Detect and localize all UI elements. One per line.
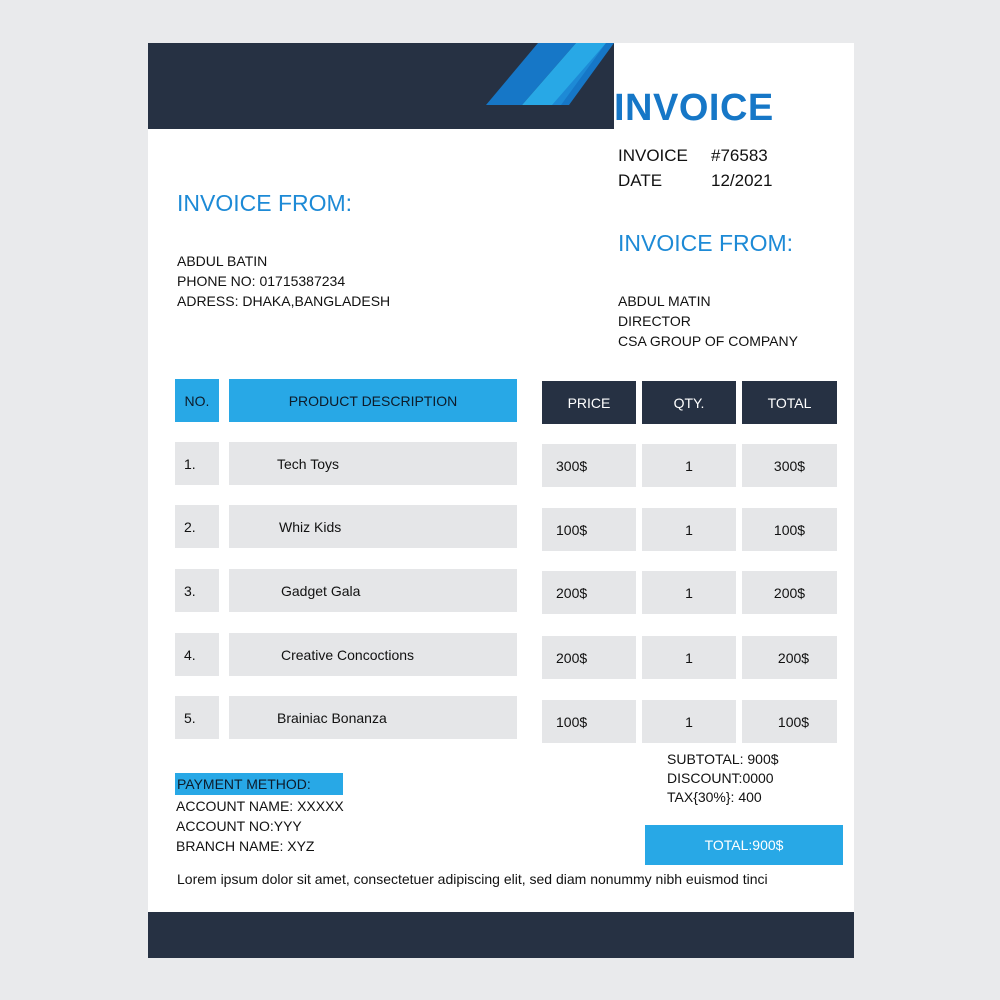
to-name: ABDUL MATIN bbox=[618, 293, 711, 309]
header-no: NO. bbox=[175, 379, 219, 422]
row-3-qty: 1 bbox=[642, 571, 736, 614]
subtotal: SUBTOTAL: 900$ bbox=[667, 751, 779, 767]
payment-heading: PAYMENT METHOD: bbox=[175, 773, 343, 795]
row-2-description: Whiz Kids bbox=[229, 505, 517, 548]
row-5-description: Brainiac Bonanza bbox=[229, 696, 517, 739]
row-3-price: 200$ bbox=[542, 571, 636, 614]
row-1-no: 1. bbox=[175, 442, 219, 485]
summary-block bbox=[667, 750, 779, 807]
row-3-no: 3. bbox=[175, 569, 219, 612]
from-heading: INVOICE FROM: bbox=[177, 190, 353, 216]
header-total: TOTAL bbox=[742, 381, 837, 424]
discount: DISCOUNT:0000 bbox=[667, 770, 774, 786]
row-1-price: 300$ bbox=[542, 444, 636, 487]
to-title: DIRECTOR bbox=[618, 313, 691, 329]
row-5-qty: 1 bbox=[642, 700, 736, 743]
row-3-total: 200$ bbox=[742, 571, 837, 614]
row-1-qty: 1 bbox=[642, 444, 736, 487]
row-2-qty: 1 bbox=[642, 508, 736, 551]
row-2-no: 2. bbox=[175, 505, 219, 548]
invoice-number-value: #76583 bbox=[711, 146, 768, 165]
from-address: ADRESS: DHAKA,BANGLADESH bbox=[177, 293, 391, 309]
from-name: ABDUL BATIN bbox=[177, 253, 268, 269]
row-2-price: 100$ bbox=[542, 508, 636, 551]
row-2-total: 100$ bbox=[742, 508, 837, 551]
row-5-no: 5. bbox=[175, 696, 219, 739]
invoice-date-label: DATE bbox=[618, 171, 663, 190]
from-phone: PHONE NO: 01715387234 bbox=[177, 273, 346, 289]
row-5-total: 100$ bbox=[742, 700, 837, 743]
row-4-no: 4. bbox=[175, 633, 219, 676]
invoice-date-value: 12/2021 bbox=[711, 171, 773, 190]
branch-name: BRANCH NAME: XYZ bbox=[176, 838, 315, 854]
row-1-total: 300$ bbox=[742, 444, 837, 487]
header-qty: QTY. bbox=[642, 381, 736, 424]
header-price: PRICE bbox=[542, 381, 636, 424]
account-name: ACCOUNT NAME: XXXXX bbox=[176, 798, 344, 814]
to-details bbox=[618, 291, 798, 351]
invoice-title: INVOICE bbox=[614, 87, 774, 129]
footer-bar bbox=[148, 912, 854, 958]
from-details bbox=[177, 251, 390, 311]
row-4-description: Creative Concoctions bbox=[229, 633, 517, 676]
payment-details bbox=[176, 796, 344, 856]
tax: TAX{30%}: 400 bbox=[667, 789, 762, 805]
grand-total: TOTAL:900$ bbox=[645, 825, 843, 865]
row-5-price: 100$ bbox=[542, 700, 636, 743]
footer-text: Lorem ipsum dolor sit amet, consectetuer adipiscing elit, sed diam nonummy nibh euismod tinci bbox=[177, 871, 768, 887]
invoice-number-label: INVOICE bbox=[618, 146, 688, 165]
row-1-description: Tech Toys bbox=[229, 442, 517, 485]
row-4-qty: 1 bbox=[642, 636, 736, 679]
row-4-total: 200$ bbox=[742, 636, 837, 679]
to-company: CSA GROUP OF COMPANY bbox=[618, 333, 798, 349]
to-heading: INVOICE FROM: bbox=[618, 230, 794, 256]
blue-stripe-icon bbox=[478, 43, 608, 129]
row-4-price: 200$ bbox=[542, 636, 636, 679]
account-no: ACCOUNT NO:YYY bbox=[176, 818, 302, 834]
invoice-page bbox=[148, 43, 854, 958]
header-description: PRODUCT DESCRIPTION bbox=[229, 379, 517, 422]
row-3-description: Gadget Gala bbox=[229, 569, 517, 612]
